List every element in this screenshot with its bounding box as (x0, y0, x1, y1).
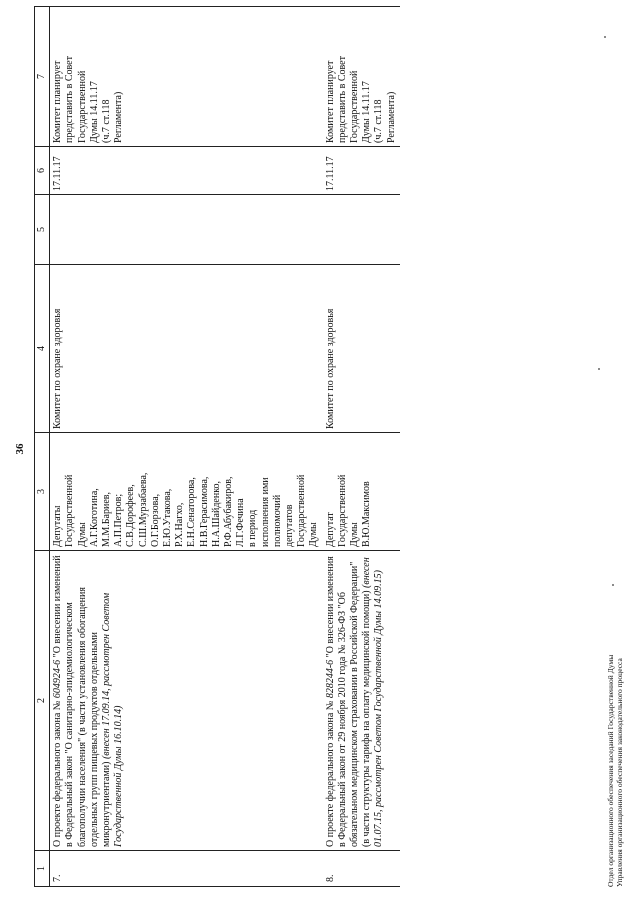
page-number: 36 (14, 443, 26, 455)
bill-text: О проекте федерального закона № (52, 698, 64, 847)
bill-text: "О внесении изменения в Федеральный закон от 29 ноября 2010 года № 326-ФЗ "Об обязательном медицинском страховании в Российской Федерации" (в части структуры тарифа на оплату медицинской помощи) (324, 556, 373, 847)
author-line: исполнения ими (259, 477, 271, 547)
author-line: депутатов (284, 504, 296, 547)
author-line: Государственной (336, 474, 348, 547)
header-cell: 1 (35, 851, 50, 887)
author-line: полномочий (271, 494, 283, 547)
header-cell: 6 (35, 147, 50, 195)
header-cell: 5 (35, 195, 50, 265)
column-5-cell (323, 195, 400, 265)
author-line: А.Г.Коготина, (88, 488, 100, 547)
author-line: Государственной (64, 474, 76, 547)
header-cell: 4 (35, 265, 50, 433)
author-line: Думы (76, 522, 88, 547)
note-cell (323, 7, 400, 147)
authors-cell (50, 433, 323, 551)
author-line: Л.Г.Фечина (235, 498, 247, 547)
header-cell: 2 (35, 551, 50, 851)
note-line: Государственной (76, 70, 88, 143)
note-line: Думы 14.11.17 (361, 81, 373, 143)
bill-text: "О внесении изменений в Федеральный закон "О санитарно-эпидемиологическом благополучии населения" (в части установления обогащения отдельных групп пищевых продуктов отдельными микронутриентами) (52, 555, 113, 847)
author-line: Государственной (296, 474, 308, 547)
author-line: Е.Ю.Утакова, (162, 488, 174, 547)
note-line: Комитет планирует (324, 60, 336, 143)
note-line: Регламента) (385, 91, 397, 143)
note-line: представить в Совет (336, 56, 348, 143)
note-line: Думы 14.11.17 (88, 81, 100, 143)
note-line: Комитет планирует (52, 60, 64, 143)
footer-line: Отдел организационного обеспечения заседаний Государственной Думы (606, 654, 615, 887)
footer-line: Управления организационного обеспечения законодательного процесса (615, 658, 624, 887)
author-line: Р.Ф.Абубакиров, (223, 476, 235, 547)
author-line: Н.А.Шайденко, (210, 480, 222, 547)
author-line: Депутаты (52, 505, 64, 547)
date-cell: 17.11.17 (50, 147, 323, 195)
note-line: (ч.7 ст.118 (373, 99, 385, 143)
author-line: в период (247, 509, 259, 547)
footer-note (606, 655, 624, 887)
authors-cell (323, 433, 400, 551)
bill-description (323, 551, 400, 851)
header-cell: 7 (35, 7, 50, 147)
author-line: В.Ю.Максимов (361, 481, 373, 547)
author-line: Н.В.Герасимова, (198, 476, 210, 547)
author-line: Депутат (324, 512, 336, 547)
row-number: 7. (50, 851, 323, 887)
header-row (35, 7, 50, 887)
scan-speck (598, 368, 600, 370)
bill-italic-text: (внесен 17.09.14, рассмотрен Советом Государственной Думы 16.10.14) (101, 592, 125, 847)
header-cell: 3 (35, 433, 50, 551)
committee-cell: Комитет по охране здоровья (50, 265, 323, 433)
note-line: Государственной (349, 70, 361, 143)
column-5-cell (50, 195, 323, 265)
bill-italic-text: (внесен 01.07.15, рассмотрен Советом Государственной Думы 14.09.15) (361, 557, 385, 847)
author-line: Р.Х.Нагхо, (174, 502, 186, 547)
author-line: С.В.Дорофеев, (125, 484, 137, 547)
note-cell (50, 7, 323, 147)
bills-table (34, 6, 400, 887)
table-row (323, 7, 400, 887)
author-line: Думы (308, 522, 320, 547)
author-line: Думы (349, 522, 361, 547)
author-line: А.П.Петров; (113, 493, 125, 547)
author-line: О.Г.Борзова, (149, 493, 161, 547)
committee-cell: Комитет по охране здоровья (323, 265, 400, 433)
date-cell: 17.11.17 (323, 147, 400, 195)
bill-description (50, 551, 323, 851)
author-line: Е.Н.Сенаторова, (186, 477, 198, 547)
scan-speck (612, 584, 614, 586)
note-line: Регламента) (113, 91, 125, 143)
table-row (50, 7, 323, 887)
bill-italic-text: 604924-6 (52, 659, 64, 699)
note-line: (ч.7 ст.118 (101, 99, 113, 143)
author-line: С.Ш.Мурзабаева, (137, 472, 149, 547)
scan-speck (604, 36, 606, 38)
note-line: представить в Совет (64, 56, 76, 143)
bill-italic-text: 828244-6 (324, 659, 336, 699)
bill-text: О проекте федерального закона № (324, 698, 336, 847)
row-number: 8. (323, 851, 400, 887)
author-line: М.М.Бариев, (101, 492, 113, 547)
